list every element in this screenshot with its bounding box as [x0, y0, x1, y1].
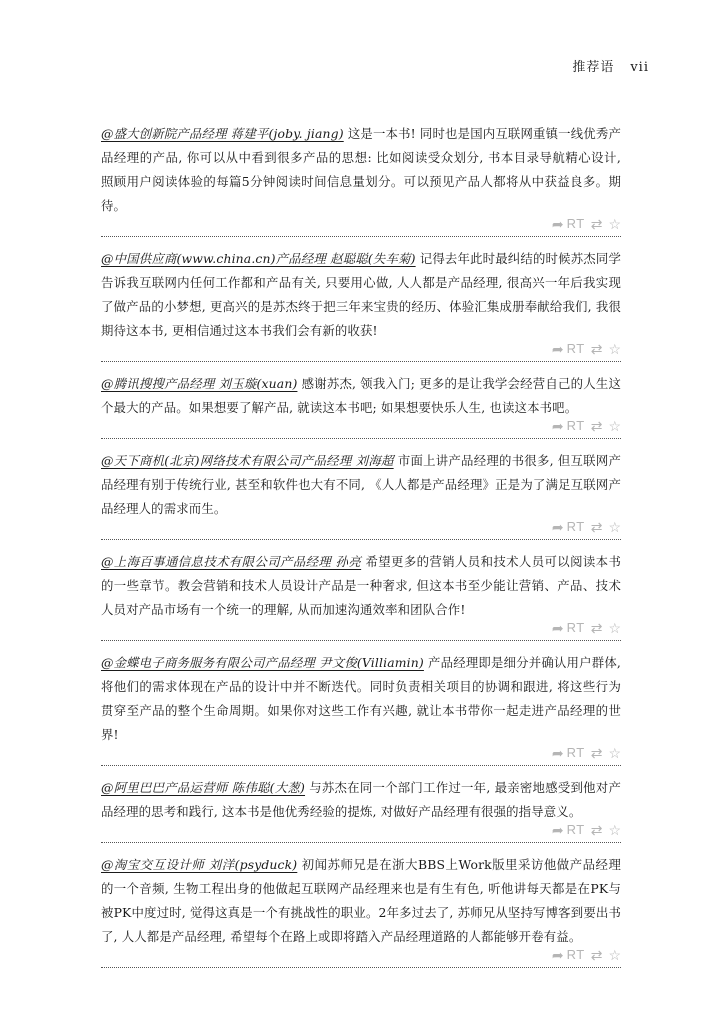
endorsement-body: [101, 247, 621, 343]
author-handle[interactable]: @金蝶电子商务服务有限公司产品经理 尹文俊(Villiamin): [101, 655, 424, 670]
star-icon[interactable]: ☆: [608, 518, 621, 535]
author-handle[interactable]: @中国供应商(www.china.cn)产品经理 赵聪聪(失车菊): [101, 251, 416, 266]
star-icon[interactable]: ☆: [608, 340, 621, 357]
dotted-divider: [101, 842, 621, 843]
running-header: [0, 56, 649, 75]
tweet-actions: [101, 743, 621, 765]
retweet-label[interactable]: RT: [566, 946, 585, 962]
endorsement-item: [101, 645, 621, 766]
endorsement-item: [101, 366, 621, 439]
author-handle[interactable]: @淘宝交互设计师 刘洋(psyduck): [101, 857, 298, 872]
reply-arrow-icon[interactable]: ➦: [551, 744, 564, 761]
endorsement-text: 这是一本书! 同时也是国内互联网重镇一线优秀产品经理的产品, 你可以从中看到很多产品的思想: 比如阅读受众划分, 书本目录导航精心设计, 照顾用户阅读体验的每篇5分钟阅读时间信息量划分。可以预见产品人都将从中获益良多。期待。: [101, 126, 621, 213]
endorsement-text: 与苏杰在同一个部门工作过一年, 最亲密地感受到他对产品经理的思考和践行, 这本书是他优秀经验的提炼, 对做好产品经理有很强的指导意义。: [101, 780, 621, 819]
reply-arrow-icon[interactable]: ➦: [551, 215, 564, 232]
reply-arrow-icon[interactable]: ➦: [551, 619, 564, 636]
endorsement-text: 产品经理即是细分并确认用户群体, 将他们的需求体现在产品的设计中并不断迭代。同时负责相关项目的协调和跟进, 将这些行为贯穿至产品的整个生命周期。如果你对这些工作有兴趣, 就让本书带你一起走进产品经理的世界!: [101, 655, 621, 742]
star-icon[interactable]: ☆: [608, 215, 621, 232]
endorsement-item: [101, 241, 621, 362]
endorsement-body: [101, 651, 621, 747]
author-handle[interactable]: @腾讯搜搜产品经理 刘玉璇(xuan): [101, 376, 298, 391]
author-handle[interactable]: @天下商机(北京)网络技术有限公司产品经理 刘海超: [101, 453, 394, 468]
retweet-label[interactable]: RT: [566, 518, 585, 534]
star-icon[interactable]: ☆: [608, 744, 621, 761]
tweet-actions: [101, 214, 621, 236]
reply-arrow-icon[interactable]: ➦: [551, 946, 564, 963]
dotted-divider: [101, 361, 621, 362]
retweet-icon[interactable]: ⇄: [590, 417, 603, 434]
retweet-icon[interactable]: ⇄: [590, 619, 603, 636]
page-number: vii: [630, 60, 649, 75]
endorsement-body: [101, 853, 621, 949]
retweet-label[interactable]: RT: [566, 619, 585, 635]
retweet-icon[interactable]: ⇄: [590, 946, 603, 963]
author-handle[interactable]: @盛大创新院产品经理 蒋建平(joby. jiang): [101, 126, 344, 141]
retweet-icon[interactable]: ⇄: [590, 215, 603, 232]
endorsement-text: 记得去年此时最纠结的时候苏杰同学告诉我互联网内任何工作都和产品有关, 只要用心做, 人人都是产品经理, 很高兴一年后我实现了做产品的小梦想, 更高兴的是苏杰终于把三年来宝贵的经历、体验汇集成册奉献给我们, 我很期待这本书, 更相信通过这本书我们会有新的收获!: [101, 251, 621, 338]
endorsement-item: [101, 116, 621, 237]
dotted-divider: [101, 640, 621, 641]
endorsement-body: [101, 122, 621, 218]
reply-arrow-icon[interactable]: ➦: [551, 340, 564, 357]
retweet-icon[interactable]: ⇄: [590, 518, 603, 535]
reply-arrow-icon[interactable]: ➦: [551, 518, 564, 535]
endorsement-text: 感谢苏杰, 领我入门; 更多的是让我学会经营自己的人生这个最大的产品。如果想要了解产品, 就读这本书吧; 如果想要快乐人生, 也读这本书吧。: [101, 376, 621, 415]
retweet-label[interactable]: RT: [566, 417, 585, 433]
reply-arrow-icon[interactable]: ➦: [551, 821, 564, 838]
section-title: 推荐语: [572, 60, 615, 75]
star-icon[interactable]: ☆: [608, 417, 621, 434]
author-handle[interactable]: @上海百事通信息技术有限公司产品经理 孙亮: [101, 554, 362, 569]
endorsement-item: [101, 770, 621, 843]
endorsement-text: 市面上讲产品经理的书很多, 但互联网产品经理有别于传统行业, 甚至和软件也大有不同, 《人人都是产品经理》正是为了满足互联网产品经理人的需求而生。: [101, 453, 621, 516]
endorsement-item: [101, 443, 621, 540]
retweet-label[interactable]: RT: [566, 215, 585, 231]
dotted-divider: [101, 967, 621, 968]
endorsement-item: [101, 847, 621, 968]
retweet-label[interactable]: RT: [566, 821, 585, 837]
dotted-divider: [101, 438, 621, 439]
endorsement-text: 初闻苏师兄是在浙大BBS上Work版里采访他做产品经理的一个音频, 生物工程出身的他做起互联网产品经理来也是有生有色, 听他讲每天都是在PK与被PK中度过时, 觉得这真是一个有挑战性的职业。2年多过去了, 苏师兄从坚持写博客到要出书了, 人人都是产品经理, 希望每个在路上或即将踏入产品经理道路的人都能够开卷有益。: [101, 857, 621, 944]
retweet-label[interactable]: RT: [566, 340, 585, 356]
star-icon[interactable]: ☆: [608, 821, 621, 838]
retweet-icon[interactable]: ⇄: [590, 821, 603, 838]
retweet-icon[interactable]: ⇄: [590, 340, 603, 357]
dotted-divider: [101, 539, 621, 540]
retweet-label[interactable]: RT: [566, 744, 585, 760]
reply-arrow-icon[interactable]: ➦: [551, 417, 564, 434]
endorsement-body: [101, 776, 621, 824]
dotted-divider: [101, 236, 621, 237]
endorsement-text: 希望更多的营销人员和技术人员可以阅读本书的一些章节。教会营销和技术人员设计产品是一种奢求, 但这本书至少能让营销、产品、技术人员对产品市场有一个统一的理解, 从而加速沟通效率和团队合作!: [101, 554, 621, 617]
endorsement-body: [101, 550, 621, 622]
retweet-icon[interactable]: ⇄: [590, 744, 603, 761]
endorsement-body: [101, 372, 621, 420]
endorsement-body: [101, 449, 621, 521]
star-icon[interactable]: ☆: [608, 619, 621, 636]
endorsement-list: [101, 116, 621, 972]
author-handle[interactable]: @阿里巴巴产品运营师 陈伟聪(大葱): [101, 780, 306, 795]
star-icon[interactable]: ☆: [608, 946, 621, 963]
endorsement-item: [101, 544, 621, 641]
dotted-divider: [101, 765, 621, 766]
